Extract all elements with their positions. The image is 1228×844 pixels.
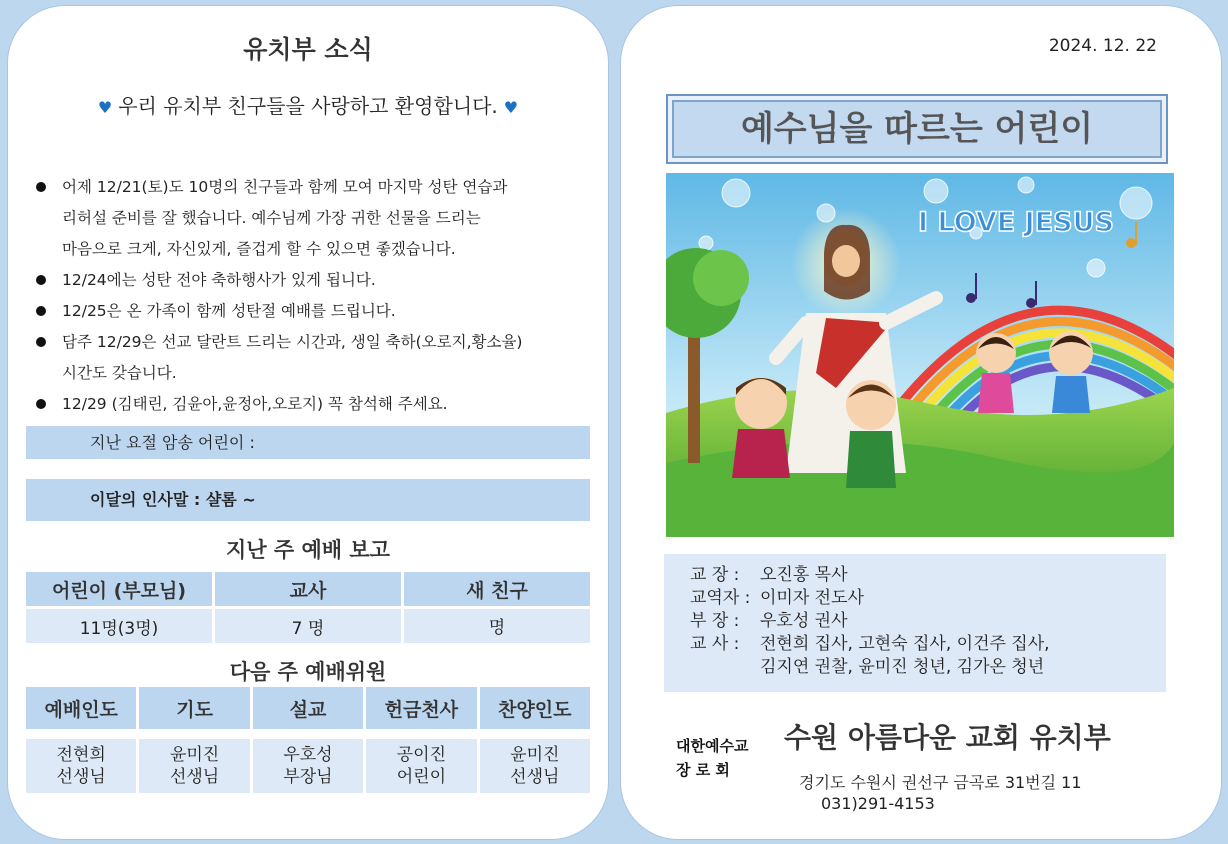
greeting-band (26, 479, 590, 521)
duty-person: 우호성 부장님 (253, 739, 363, 793)
next-week-title: 다음 주 예배위원 (229, 660, 387, 684)
staff-row: 교 장 : 오진홍 목사 (690, 565, 848, 585)
report-title: 지난 주 예배 보고 (226, 538, 390, 562)
duty-header: 찬양인도 (480, 687, 590, 729)
church-name: 수원 아름다운 교회 유치부 (784, 721, 1111, 754)
cover-title: 예수님을 따르는 어린이 (666, 94, 1168, 164)
duty-header: 헌금천사 (366, 687, 476, 729)
report-value: 7 명 (215, 609, 401, 643)
staff-row: 김지연 권찰, 윤미진 청년, 김가온 청년 (760, 657, 1045, 677)
welcome-text: 우리 유치부 친구들을 사랑하고 환영합니다. (118, 94, 498, 118)
bullet-item-continued: 시간도 갖습니다. (62, 364, 177, 382)
heart-icon: ♥ (97, 98, 113, 117)
report-value: 명 (404, 609, 590, 643)
heart-icon: ♥ (503, 98, 519, 117)
report-header: 새 친구 (404, 572, 590, 606)
duty-header: 기도 (139, 687, 249, 729)
bullet-item: 12/25은 온 가족이 함께 성탄절 예배를 드립니다. (34, 296, 594, 327)
duty-header: 설교 (253, 687, 363, 729)
report-value: 11명(3명) (26, 609, 212, 643)
memory-verse-band (26, 426, 590, 459)
illustration-caption: I LOVE JESUS (918, 207, 1114, 238)
news-panel (7, 5, 609, 840)
greeting-text: 이달의 인사말 : 샬롬 ~ (90, 490, 256, 509)
bullet-item-continued: 리허설 준비를 잘 했습니다. 예수님께 가장 귀한 선물을 드리는 (62, 209, 481, 227)
bulletin-date: 2024. 12. 22 (1048, 36, 1157, 56)
welcome-message (8, 90, 608, 119)
church-address: 경기도 수원시 권선구 금곡로 31번길 11 (799, 773, 1082, 792)
report-table (23, 569, 593, 646)
duty-person: 윤미진 선생님 (139, 739, 249, 793)
bullet-item: 12/29 (김태린, 김윤아,윤정아,오로지) 꼭 참석해 주세요. (34, 389, 594, 420)
staff-list (664, 554, 1166, 692)
bullet-item: 12/24에는 성탄 전야 축하행사가 있게 됩니다. (34, 265, 594, 296)
duty-person: 윤미진 선생님 (480, 739, 590, 793)
next-week-table (23, 684, 593, 796)
news-title: 유치부 소식 (243, 35, 373, 64)
bullet-item: 어제 12/21(토)도 10명의 친구들과 함께 모여 마지막 성탄 연습과 (34, 172, 594, 203)
bullet-item: 담주 12/29은 선교 달란트 드리는 시간과, 생일 축하(오로지,황소율) (34, 327, 594, 358)
staff-row: 부 장 : 우호성 권사 (690, 611, 848, 631)
church-phone: 031)291-4153 (821, 794, 935, 813)
staff-row: 교역자 : 이미자 전도사 (690, 588, 864, 608)
memory-verse-label: 지난 요절 암송 어린이 : (90, 433, 255, 452)
staff-row: 교 사 : 전현희 집사, 고현숙 집사, 이건주 집사, (690, 634, 1050, 654)
news-bullet-list (34, 172, 594, 420)
duty-person: 공이진 어린이 (366, 739, 476, 793)
cover-panel (620, 5, 1222, 840)
report-header: 어린이 (부모님) (26, 572, 212, 606)
report-header: 교사 (215, 572, 401, 606)
bullet-item-continued: 마음으로 크게, 자신있게, 즐겁게 할 수 있으면 좋겠습니다. (62, 240, 456, 258)
duty-header: 예배인도 (26, 687, 136, 729)
duty-person: 전현희 선생님 (26, 739, 136, 793)
jesus-children-illustration (666, 173, 1174, 537)
denomination: 대한예수교 장 로 회 (676, 737, 749, 779)
